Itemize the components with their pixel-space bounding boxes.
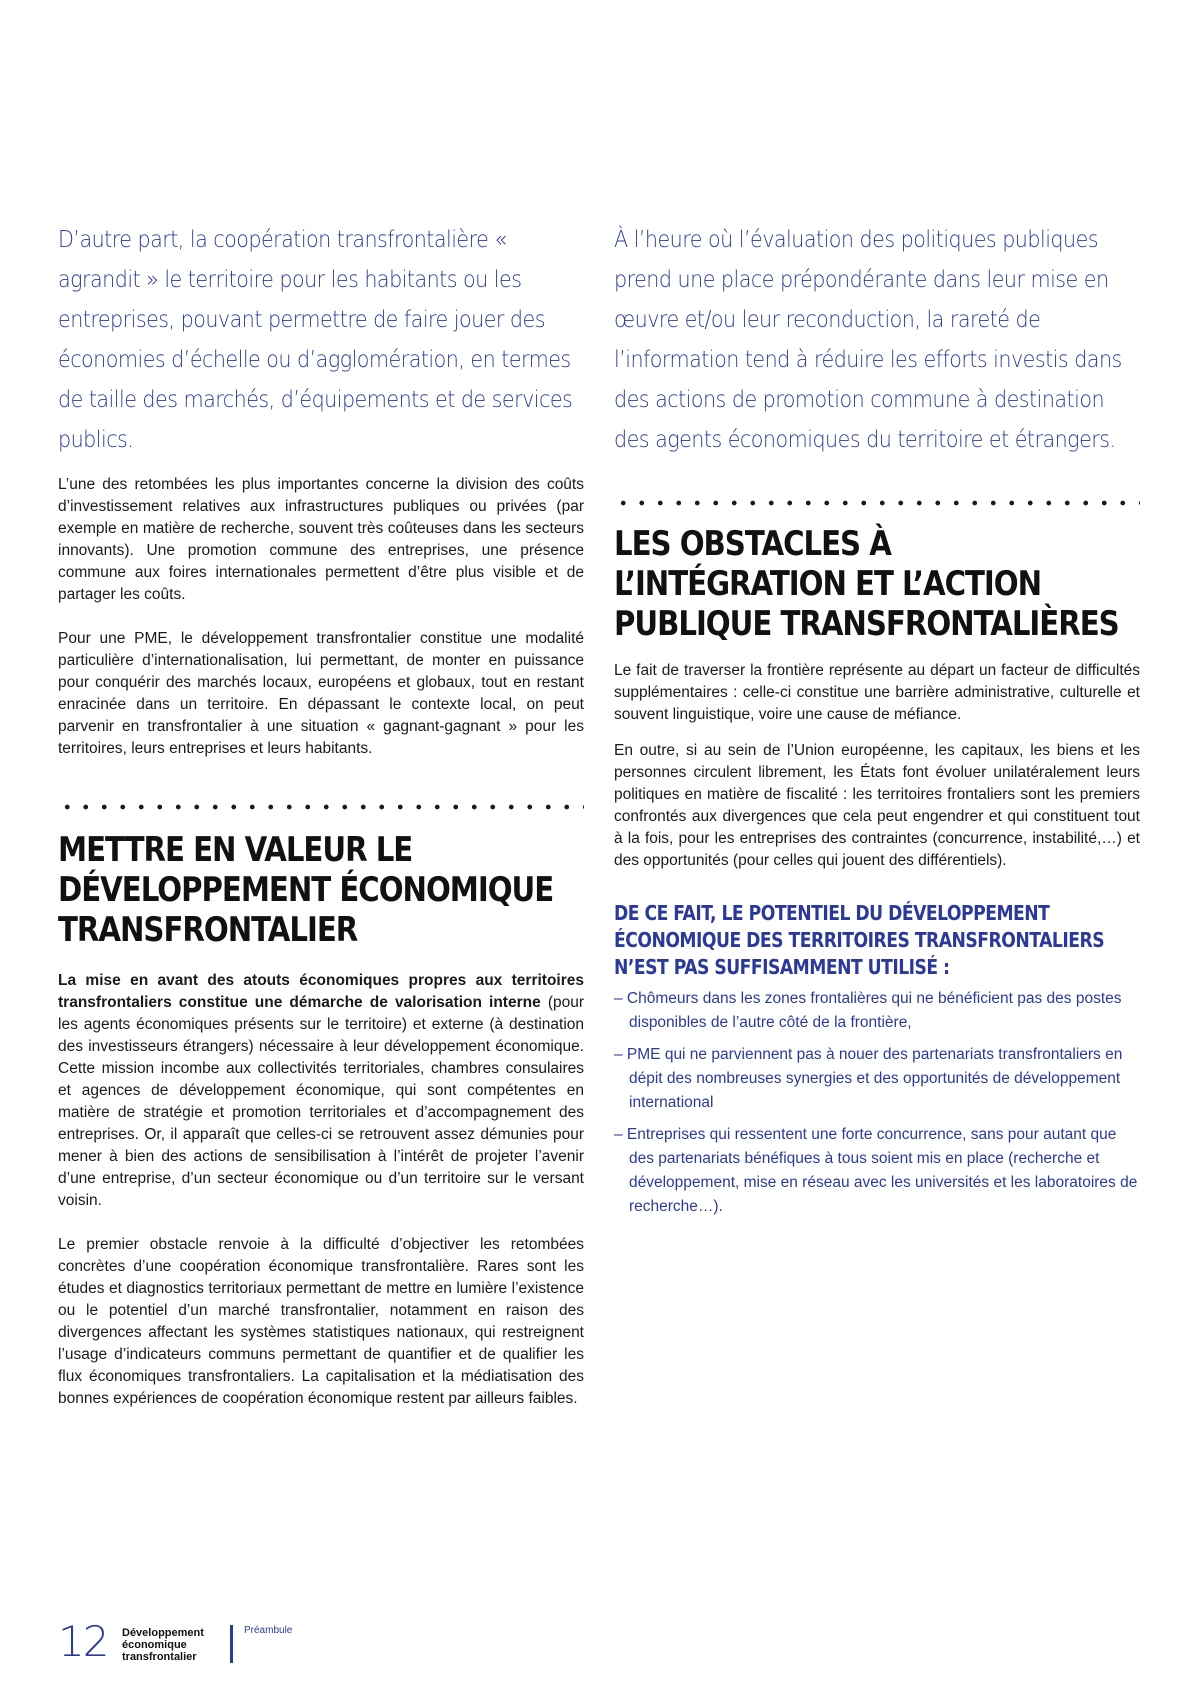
- paragraph: Le premier obstacle renvoie à la difficulté d’objectiver les retombées concrètes d’une coopération économique transfrontalière. Rares sont les études et diagnostics territoriaux permettant de mettre en lumière l’existence ou le potentiel d’un marché transfrontalier, notamment en raison des divergences affectant les systèmes statistiques nationaux, qui restreignent l’usage d’indicateurs communs permettant de quantifier et de qualifier les flux économiques transfrontaliers. La capitalisation et la médiatisation des bonnes expériences de coopération économique restent par ailleurs faibles.: [58, 1236, 584, 1407]
- document-title-line: transfrontalier: [122, 1651, 197, 1663]
- footer-divider: [230, 1625, 233, 1663]
- intro-quote-left: D’autre part, la coopération transfrontalière « agrandit » le territoire pour les habitants ou les entreprises, pouvant permettre de faire jouer des économies d’échelle ou d’agglomération, en termes de taille des marchés, d’équipements et de services publics.: [58, 227, 573, 453]
- intro-quote-right: À l’heure où l’évaluation des politiques publiques prend une place prépondérante dans leur mise en œuvre et/ou leur reconduction, la rareté de l’information tend à réduire les efforts investis dans des actions de promotion commune à destination des agents économiques du territoire et étrangers.: [614, 227, 1122, 453]
- list-item: – Entreprises qui ressentent une forte concurrence, sans pour autant que des partenariats bénéfiques à tous soient mis en place (recherche et développement, mise en réseau avec les universités et les laboratoires de recherche…).: [614, 1126, 1138, 1215]
- paragraph: Pour une PME, le développement transfrontalier constitue une modalité particulière d’internationalisation, lui permettant, de monter en puissance pour conquérir des marchés locaux, européens et globaux, tout en restant enracinée dans un territoire. En dépassant le contexte local, on peut parvenir en transfrontalier à une situation « gagnant-gagnant » pour les territoires, leurs entreprises et leurs habitants.: [58, 630, 584, 757]
- section-heading: METTRE EN VALEUR LE DÉVELOPPEMENT ÉCONOMIQUE TRANSFRONTALIER: [58, 830, 554, 950]
- list-item: – Chômeurs dans les zones frontalières qui ne bénéficient pas des postes disponibles de l’autre côté de la frontière,: [614, 990, 1122, 1031]
- document-title: [122, 1627, 232, 1663]
- document-title-line: Développement: [122, 1627, 204, 1639]
- lead-bold: La mise en avant des atouts économiques propres aux territoires transfrontaliers constitue une démarche de valorisation interne: [58, 972, 584, 1011]
- paragraph: En outre, si au sein de l’Union européenne, les capitaux, les biens et les personnes circulent librement, les États font évoluer unilatéralement leurs politiques en matière de fiscalité : les territoires frontaliers sont les premiers confrontés aux divergences que cela peut engendrer et qui constituent tout à la fois, pour les entreprises des contraintes (concurrence, instabilité,…) et des opportunités (pour celles qui jouent des différentiels).: [614, 742, 1140, 869]
- document-title-line: économique: [122, 1639, 187, 1651]
- section-name: Préambule: [244, 1625, 293, 1636]
- page-number: 12: [58, 1617, 108, 1666]
- subheading: DE CE FAIT, LE POTENTIEL DU DÉVELOPPEMENT ÉCONOMIQUE DES TERRITOIRES TRANSFRONTALIERS N’EST PAS SUFFISAMMENT UTILISÉ :: [614, 901, 1105, 979]
- paragraph-lead: [58, 970, 584, 1212]
- list-item: – PME qui ne parviennent pas à nouer des partenariats transfrontaliers en dépit des nombreuses synergies et des opportunités de développement international: [614, 1046, 1123, 1111]
- paragraph: Le fait de traverser la frontière représente au départ un facteur de difficultés supplémentaires : celle-ci constitue une barrière administrative, culturelle et souvent linguistique, voire une cause de méfiance.: [614, 662, 1140, 723]
- right-column: [614, 220, 1140, 1227]
- lead-rest: (pour les agents économiques présents sur le territoire) et externe (à destination des investisseurs étrangers) nécessaire à leur développement économique. Cette mission incombe aux collectivités territoriales, chambres consulaires et agences de développement économique, qui sont compétentes en matière de stratégie et promotion territoriales et d’accompagnement des entreprises. Or, il apparaît que celles-ci se retrouvent assez démunies pour mener à bien des actions de sensibilisation à l’intérêt de projeter l’avenir d’une entreprise, d’un secteur économique ou d’un territoire sur le versant voisin.: [58, 994, 584, 1209]
- paragraph: L’une des retombées les plus importantes concerne la division des coûts d’investissement relatives aux infrastructures publiques ou privées (par exemple en matière de recherche, souvent très coûteuses dans les secteurs innovants). Une promotion commune des entreprises, une présence commune aux foires internationales permettent d’être plus visible et de partager les coûts.: [58, 476, 584, 603]
- bullet-list: [614, 987, 1140, 1219]
- left-column: [58, 220, 584, 1410]
- section-heading: LES OBSTACLES À L’INTÉGRATION ET L’ACTION PUBLIQUE TRANSFRONTALIÈRES: [614, 524, 1119, 644]
